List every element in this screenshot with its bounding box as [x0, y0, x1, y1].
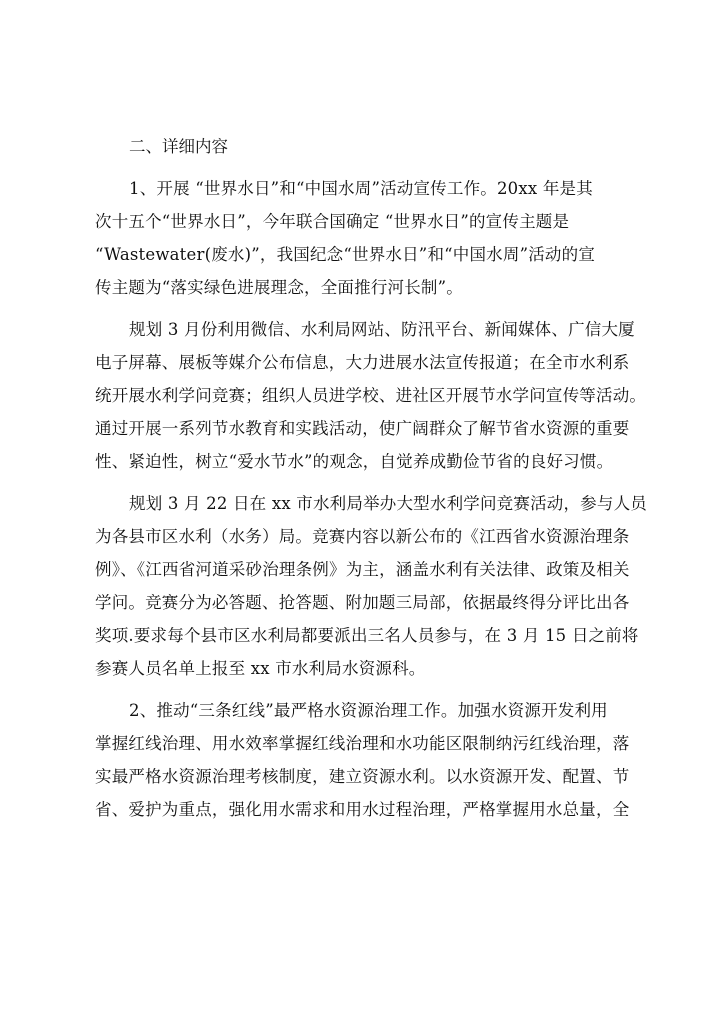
paragraph-line: 为各县市区水利（水务）局。竞赛内容以新公布的《江西省水资源治理条 — [95, 527, 630, 546]
document-body — [95, 130, 647, 826]
paragraph-competition-plan — [95, 487, 647, 685]
paragraph-three-red-lines — [95, 694, 633, 826]
paragraph-line: 传主题为“落实绿色进展理念，全面推行河长制”。 — [95, 278, 463, 297]
paragraph-line: 通过开展一系列节水教育和实践活动，使广阔群众了解节省水资源的重要 — [95, 419, 630, 438]
paragraph-line: 奖项.要求每个县市区水利局都要派出三名人员参与，在 3 月 15 日之前将 — [95, 626, 639, 645]
paragraph-line: “Wastewater(废水)”，我国纪念“世界水日”和“中国水周”活动的宣 — [95, 245, 596, 264]
paragraph-line: 学问。竞赛分为必答题、抢答题、附加题三局部，依据最终得分评比出各 — [95, 593, 630, 612]
paragraph-line: 实最严格水资源治理考核制度，建立资源水利。以水资源开发、配置、节 — [95, 767, 630, 786]
paragraph-line: 电子屏幕、展板等媒介公布信息，大力进展水法宣传报道；在全市水利系 — [95, 353, 630, 372]
paragraph-line: 1、开展 “世界水日”和“中国水周”活动宣传工作。20xx 年是其 — [129, 179, 593, 198]
paragraph-line: 参赛人员名单上报至 xx 市水利局水资源科。 — [95, 659, 426, 678]
section-heading: 二、详细内容 — [129, 137, 228, 156]
paragraph-publicity-plan — [95, 313, 647, 478]
paragraph-line: 2、推动“三条红线”最严格水资源治理工作。加强水资源开发利用 — [129, 701, 608, 720]
paragraph-line: 例》、《江西省河道采砂治理条例》为主，涵盖水利有关法律、政策及相关 — [95, 560, 630, 579]
paragraph-line: 规划 3 月 22 日在 xx 市水利局举办大型水利学问竞赛活动，参与人员 — [129, 494, 647, 513]
paragraph-line: 次十五个“世界水日”，今年联合国确定 “世界水日”的宣传主题是 — [95, 212, 570, 231]
paragraph-line: 性、紧迫性，树立“爱水节水”的观念，自觉养成勤俭节省的良好习惯。 — [95, 452, 614, 471]
paragraph-line: 规划 3 月份利用微信、水利局网站、防汛平台、新闻媒体、广信大厦 — [129, 320, 635, 339]
paragraph-line: 省、爱护为重点，强化用水需求和用水过程治理，严格掌握用水总量，全 — [95, 800, 630, 819]
paragraph-line: 统开展水利学问竞赛；组织人员进学校、进社区开展节水学问宣传等活动。 — [95, 386, 647, 405]
paragraph-line: 掌握红线治理、用水效率掌握红线治理和水功能区限制纳污红线治理，落 — [95, 734, 630, 753]
paragraph-world-water-day — [95, 172, 633, 304]
